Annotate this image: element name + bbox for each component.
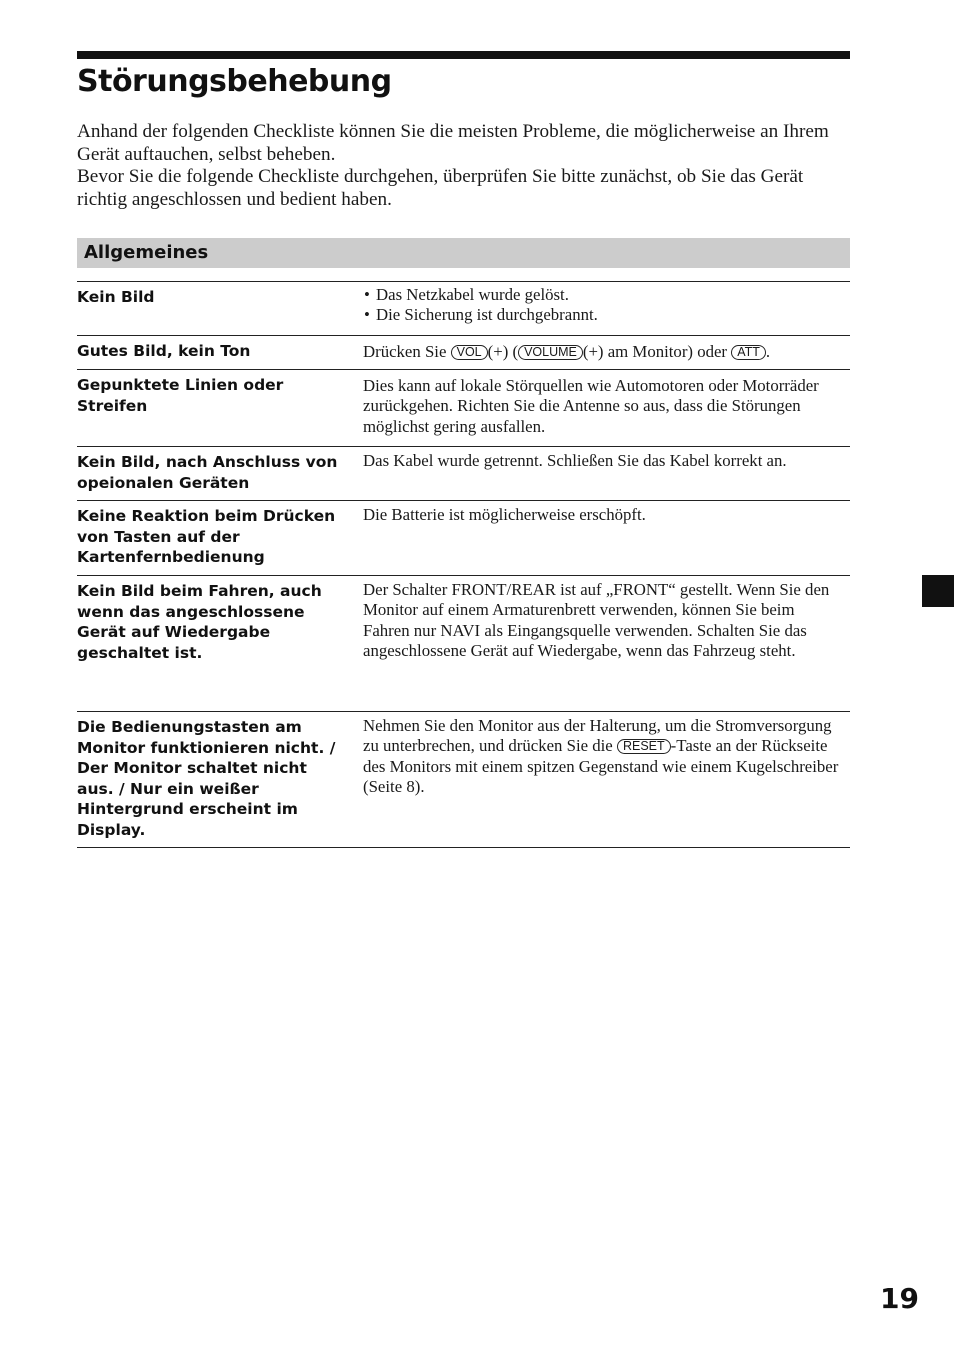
section-heading-bar (77, 238, 850, 268)
intro-paragraph: Bevor Sie die folgende Checkliste durchgehen, überprüfen Sie bitte zunächst, ob Sie das Gerät richtig angeschlossen und bedient haben. (77, 166, 804, 210)
problem-label: Die Bedienungstasten am Monitor funktionieren nicht. / Der Monitor schaltet nicht aus. / Nur ein weißer Hintergrund erscheint im Display. (77, 718, 336, 839)
section-heading: Allgemeines (84, 242, 209, 263)
problem-label: Kein Bild (77, 288, 155, 306)
att-key-label: ATT (731, 345, 766, 360)
row-divider (77, 500, 850, 501)
solution-fragment: Nehmen Sie den Monitor aus der Halterung, um die Stromversorgung zu unterbrechen, und drücken Sie die (363, 716, 832, 756)
intro-text (77, 121, 850, 211)
table-bottom-rule (77, 847, 850, 848)
solution-bullet-list (363, 285, 843, 326)
reset-key-label: RESET (617, 739, 671, 754)
solution-fragment: . (765, 342, 771, 361)
list-item: • Das Netzkabel wurde gelöst. (363, 285, 843, 305)
problem-label: Kein Bild beim Fahren, auch wenn das angeschlossene Gerät auf Wiedergabe geschaltet ist. (77, 582, 322, 662)
solution-text (363, 285, 843, 326)
row-divider (77, 446, 850, 447)
row-divider (77, 335, 850, 336)
problem-label: Kein Bild, nach Anschluss von opeionalen Geräten (77, 453, 338, 492)
solution-text: Dies kann auf lokale Störquellen wie Automotoren oder Motorräder zurückgehen. Richten Sie die Antenne so aus, dass die Störungen möglichst gering ausfallen. (363, 376, 819, 436)
solution-text: Der Schalter FRONT/REAR ist auf „FRONT“ gestellt. Wenn Sie den Monitor auf einem Armaturenbrett verwenden, können Sie beim Fahren nur NAVI als Eingangsquelle verwenden. Schalten Sie das angeschlossene Gerät auf Wiedergabe, wenn das Fahrzeug steht. (363, 580, 830, 660)
solution-fragment: -Taste an der Rückseite des Monitors mit einem spitzen Gegenstand wie einem Kugelschreiber (Seite 8). (363, 736, 839, 796)
section-tab-marker (922, 575, 954, 607)
volume-key-label: VOLUME (518, 345, 583, 360)
solution-fragment: (+) am Monitor) oder (582, 342, 732, 361)
solution-text: Das Kabel wurde getrennt. Schließen Sie das Kabel korrekt an. (363, 451, 787, 470)
intro-paragraph: Anhand der folgenden Checkliste können Sie die meisten Probleme, die möglicherweise an Ihrem Gerät auftauchen, selbst beheben. (77, 121, 829, 165)
row-divider (77, 575, 850, 576)
title-rule (77, 51, 850, 59)
list-item: • Die Sicherung ist durchgebrannt. (363, 305, 843, 325)
solution-fragment: (+) ( (487, 342, 519, 361)
problem-label: Keine Reaktion beim Drücken von Tasten auf der Kartenfernbedienung (77, 507, 336, 566)
row-divider (77, 281, 850, 282)
problem-label: Gutes Bild, kein Ton (77, 342, 251, 360)
page-title: Störungsbehebung (77, 64, 392, 99)
problem-label: Gepunktete Linien oder Streifen (77, 376, 284, 415)
row-divider (77, 711, 850, 712)
solution-text (363, 716, 843, 797)
row-divider (77, 369, 850, 370)
solution-fragment: Drücken Sie (363, 342, 451, 361)
solution-text: Die Batterie ist möglicherweise erschöpft. (363, 505, 646, 524)
vol-key-label: VOL (451, 345, 488, 360)
page-number: 19 (880, 1282, 919, 1315)
solution-text (363, 342, 843, 362)
